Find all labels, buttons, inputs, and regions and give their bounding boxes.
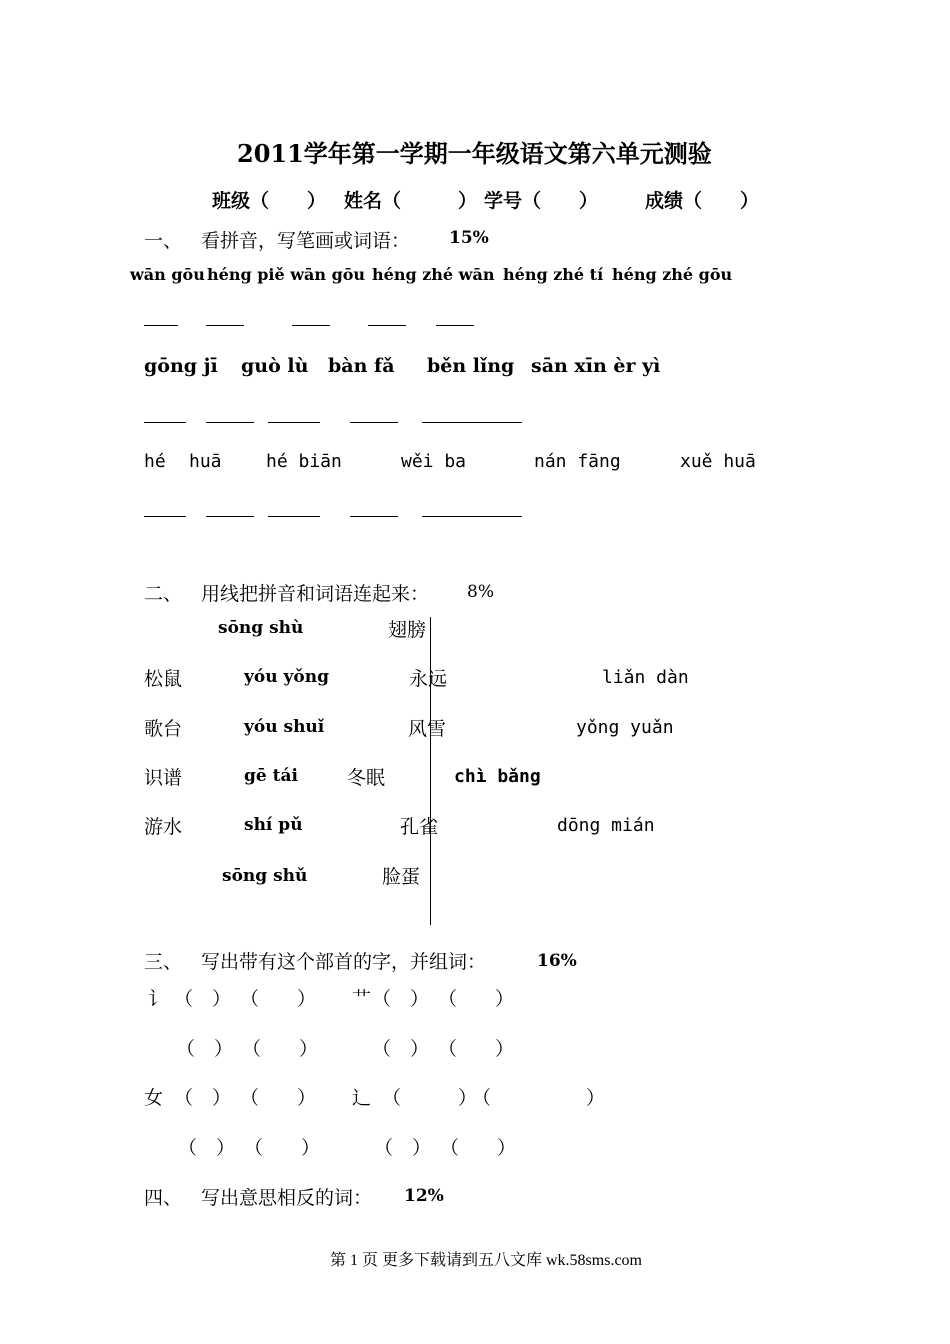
pinyin-item: héng piě wān gōu — [207, 265, 366, 284]
pinyin-item: nán fāng — [534, 451, 621, 472]
section-4-number: 四、 — [144, 1187, 183, 1209]
answer-paren[interactable]: （ ） — [382, 1087, 478, 1109]
section-2-percent: 8% — [467, 582, 494, 602]
name-field: 姓名（ ） — [344, 190, 478, 212]
word-item: 松鼠 — [144, 668, 183, 690]
pinyin-item: dōng mián — [557, 815, 655, 836]
section-2-heading: 用线把拼音和词语连起来： — [201, 583, 430, 605]
answer-blank[interactable] — [144, 422, 186, 423]
student-number-field: 学号（ ） — [484, 190, 599, 212]
radical-speech: 讠 — [148, 988, 168, 1010]
radical-woman: 女 — [144, 1087, 164, 1109]
answer-blank[interactable] — [206, 422, 254, 423]
word-item: 脸蛋 — [382, 866, 421, 888]
answer-paren[interactable]: （ ） — [440, 1137, 517, 1159]
score-field: 成绩（ ） — [645, 190, 760, 212]
pinyin-item: hé — [144, 451, 166, 472]
pinyin-item: sōng shù — [218, 618, 304, 638]
answer-blank[interactable] — [292, 325, 330, 326]
answer-blank[interactable] — [350, 516, 398, 517]
answer-blank[interactable] — [422, 422, 522, 423]
pinyin-item: héng zhé gōu — [612, 265, 733, 284]
radical-grass: 艹 — [352, 988, 372, 1010]
answer-paren[interactable]: （ ） — [242, 1038, 319, 1060]
page-title: 2011学年第一学期一年级语文第六单元测验 — [237, 139, 712, 168]
word-item: 风雪 — [408, 718, 447, 740]
pinyin-item: bàn fǎ — [328, 355, 395, 377]
pinyin-item: yóu yǒng — [244, 667, 329, 687]
word-item: 冬眠 — [347, 767, 386, 789]
section-4-heading: 写出意思相反的词： — [201, 1187, 373, 1209]
word-item: 歌台 — [144, 718, 183, 740]
pinyin-item: héng zhé wān — [372, 265, 495, 284]
answer-blank[interactable] — [350, 422, 398, 423]
class-field: 班级（ ） — [212, 190, 327, 212]
answer-blank[interactable] — [206, 516, 254, 517]
pinyin-item: běn lǐng — [427, 355, 515, 377]
word-item: 识谱 — [144, 767, 183, 789]
answer-paren[interactable]: （ ） — [472, 1087, 606, 1109]
answer-paren[interactable]: （ ） — [244, 1137, 321, 1159]
section-4-percent: 12% — [404, 1186, 444, 1206]
answer-blank[interactable] — [268, 422, 320, 423]
word-item: 永远 — [409, 668, 448, 690]
section-1-number: 一、 — [144, 230, 183, 252]
answer-paren[interactable]: （ ） — [174, 1087, 232, 1109]
section-1-heading: 看拼音，写笔画或词语： — [201, 230, 411, 252]
answer-paren[interactable]: （ ） — [438, 1038, 515, 1060]
pinyin-item: gōng jī — [144, 355, 218, 377]
pinyin-item: wān gōu — [130, 265, 205, 284]
answer-paren[interactable]: （ ） — [438, 988, 515, 1010]
section-3-percent: 16% — [537, 951, 577, 971]
word-item: 翅膀 — [388, 619, 427, 641]
answer-blank[interactable] — [268, 516, 320, 517]
answer-blank[interactable] — [144, 516, 186, 517]
section-2-number: 二、 — [144, 583, 183, 605]
answer-paren[interactable]: （ ） — [372, 988, 430, 1010]
pinyin-item: sān xīn èr yì — [531, 355, 661, 377]
section-3-number: 三、 — [144, 951, 183, 973]
pinyin-item: héng zhé tí — [503, 265, 604, 284]
pinyin-item: xuě huā — [680, 451, 756, 472]
pinyin-item: gē tái — [244, 766, 298, 786]
answer-blank[interactable] — [368, 325, 406, 326]
answer-paren[interactable]: （ ） — [178, 1137, 236, 1159]
section-1-percent: 15% — [449, 228, 489, 248]
answer-blank[interactable] — [422, 516, 522, 517]
pinyin-item: sōng shǔ — [222, 866, 308, 886]
pinyin-item: yóu shuǐ — [244, 717, 325, 737]
section-3-heading: 写出带有这个部首的字，并组词： — [201, 951, 487, 973]
answer-blank[interactable] — [436, 325, 474, 326]
answer-paren[interactable]: （ ） — [174, 988, 232, 1010]
answer-paren[interactable]: （ ） — [240, 988, 317, 1010]
answer-paren[interactable]: （ ） — [240, 1087, 317, 1109]
pinyin-item: yǒng yuǎn — [576, 717, 674, 738]
radical-walk: 辶 — [352, 1087, 372, 1109]
pinyin-item: hé biān — [266, 451, 342, 472]
pinyin-item: liǎn dàn — [602, 667, 689, 688]
answer-blank[interactable] — [206, 325, 244, 326]
page-footer: 第 1 页 更多下载请到五八文库 wk.58sms.com — [330, 1252, 643, 1269]
answer-paren[interactable]: （ ） — [372, 1038, 430, 1060]
word-item: 孔雀 — [400, 816, 439, 838]
answer-paren[interactable]: （ ） — [176, 1038, 234, 1060]
answer-paren[interactable]: （ ） — [374, 1137, 432, 1159]
pinyin-item: shí pǔ — [244, 815, 303, 835]
pinyin-item: wěi ba — [401, 451, 467, 472]
pinyin-item: guò lù — [241, 355, 309, 377]
pinyin-item: chì bǎng — [454, 766, 541, 787]
word-item: 游水 — [144, 816, 183, 838]
answer-blank[interactable] — [144, 325, 178, 326]
pinyin-item: huā — [189, 451, 222, 472]
